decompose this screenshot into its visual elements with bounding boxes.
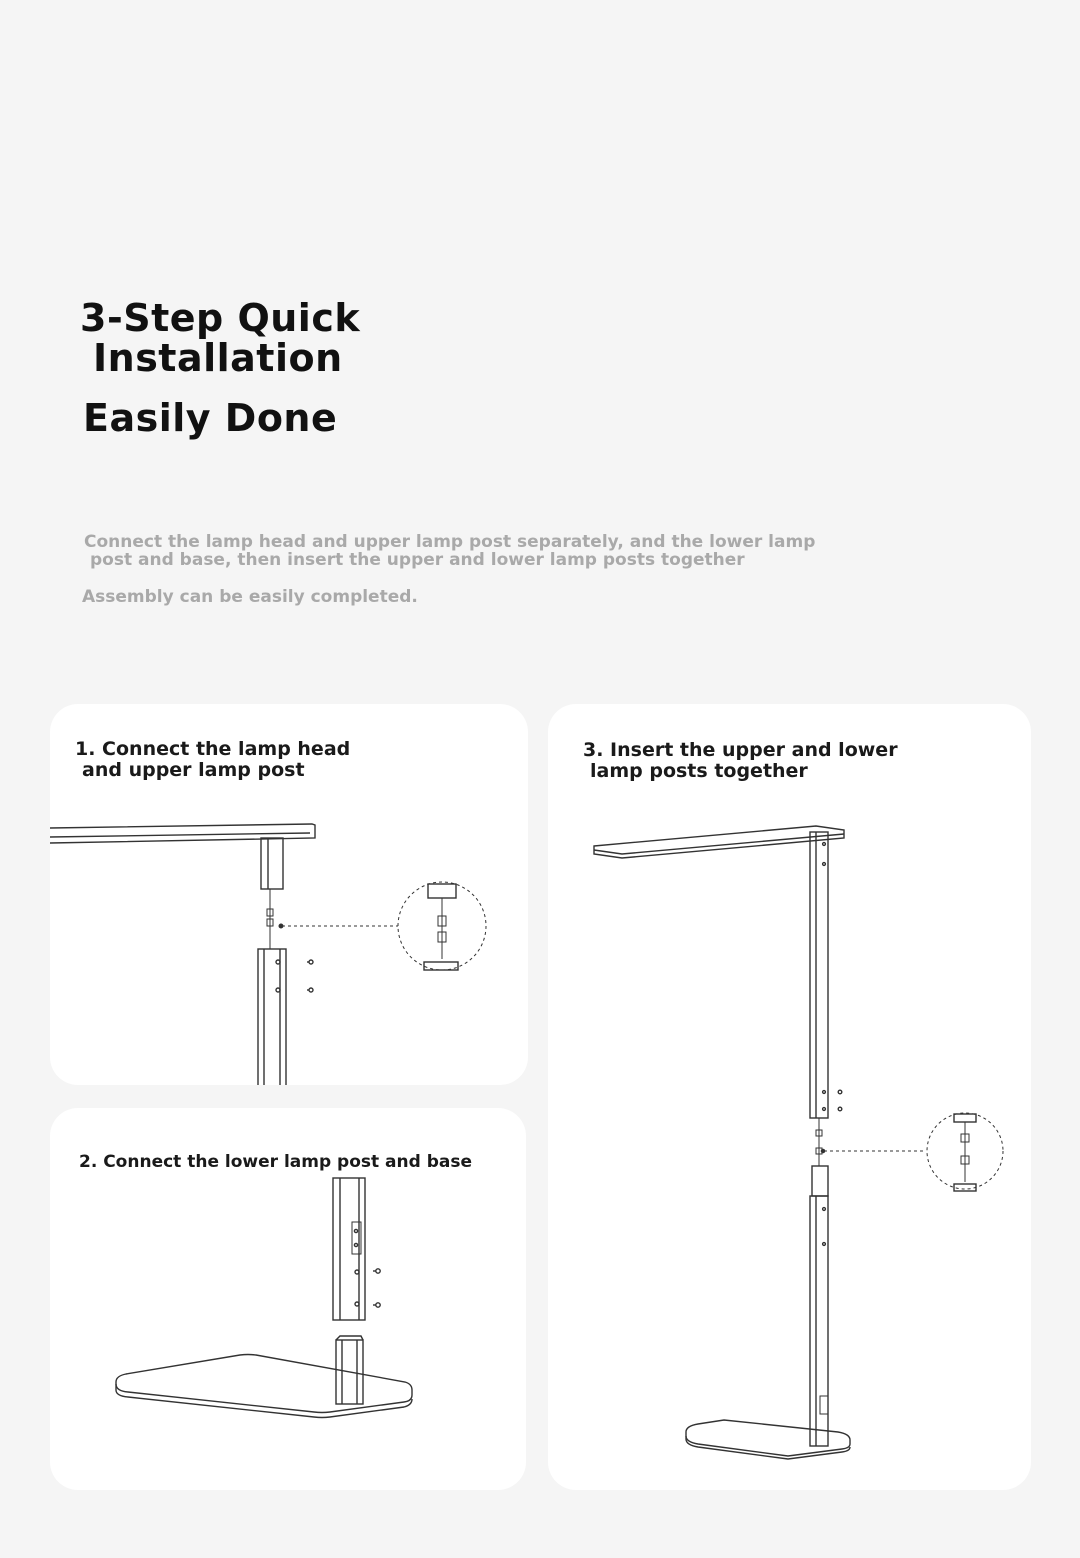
page-title	[80, 298, 360, 438]
step-2-title-line-1: 2. Connect the lower lamp post and base	[79, 1152, 473, 1172]
description	[84, 533, 815, 569]
title-line-1: 3-Step Quick	[80, 296, 361, 340]
step-3-card	[548, 704, 1031, 1490]
step-3-title-line-2: lamp posts together	[590, 760, 808, 782]
step-1-title-line-2: and upper lamp post	[82, 759, 305, 781]
step-3-title-line-1: 3. Insert the upper and lower	[583, 739, 898, 761]
step-1-card	[50, 704, 528, 1085]
step-3-illustration	[548, 704, 1031, 1490]
step-1-title-line-1: 1. Connect the lamp head	[75, 738, 351, 760]
step-2-illustration	[50, 1108, 526, 1490]
description-line-1: Connect the lamp head and upper lamp post separately, and the lower lamp	[84, 532, 816, 552]
description-line-2: post and base, then insert the upper and lower lamp posts together	[90, 550, 745, 570]
step-1-illustration	[50, 704, 528, 1085]
step-2-card	[50, 1108, 526, 1490]
description-line-3: Assembly can be easily completed.	[82, 587, 418, 607]
title-line-3: Easily Done	[83, 396, 338, 440]
title-line-2: Installation	[93, 336, 343, 380]
